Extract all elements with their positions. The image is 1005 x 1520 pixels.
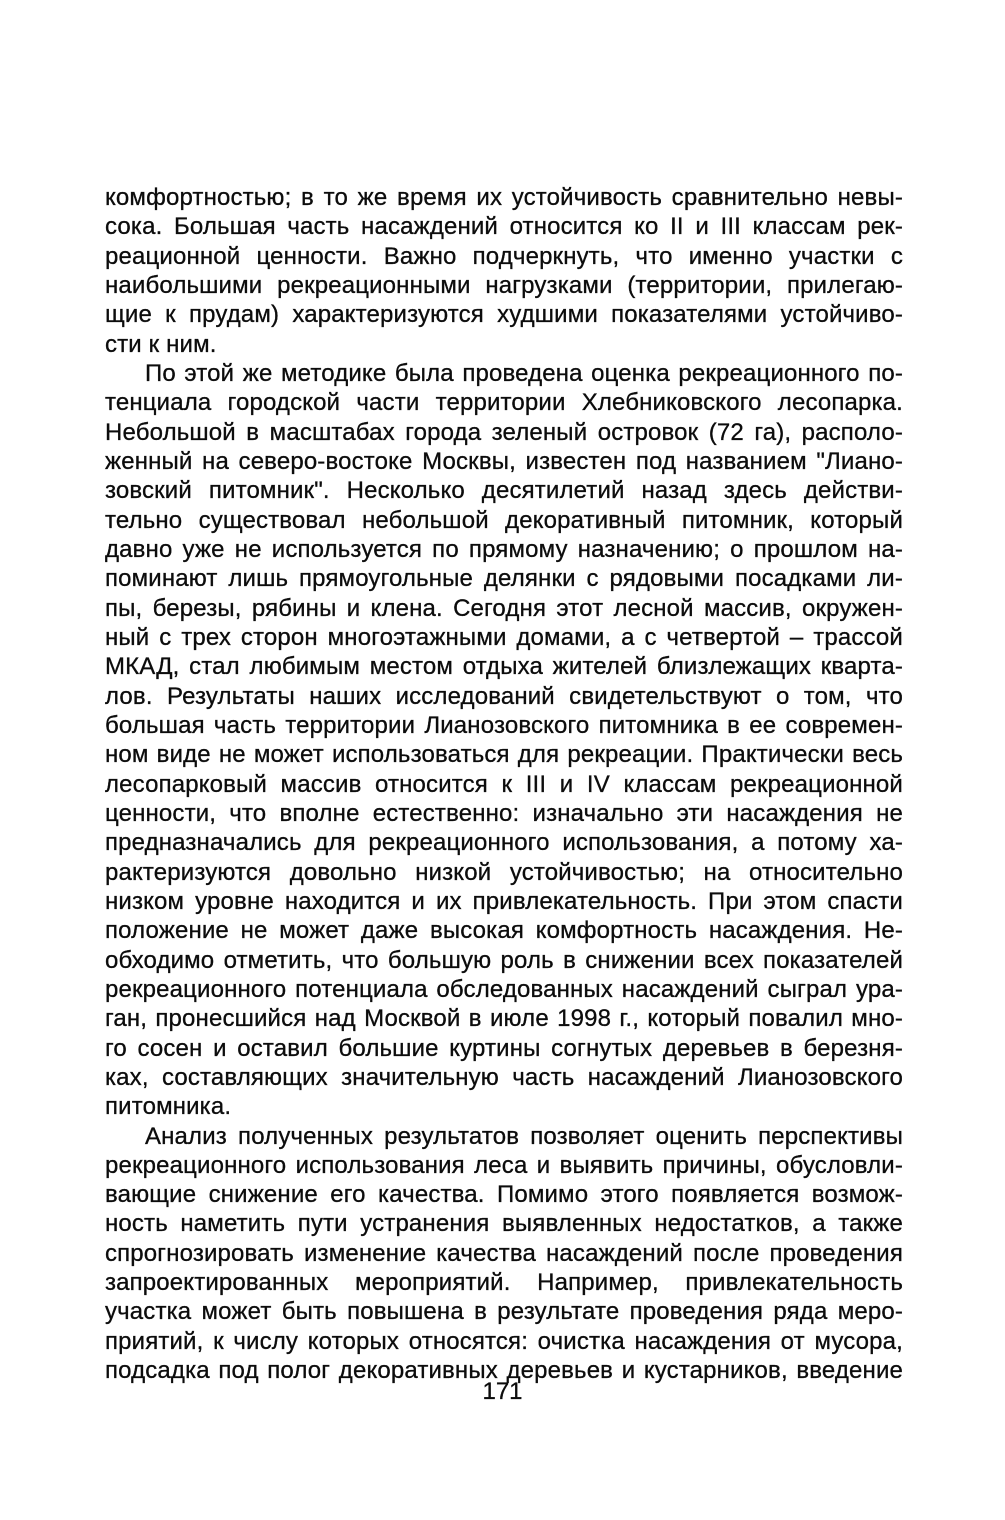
text-line: лов. Результаты наших исследований свидетельствуют о том, что — [105, 682, 903, 710]
text-line: Небольшой в масштабах города зеленый островок (72 га), располо- — [105, 418, 903, 446]
text-line: го сосен и оставил большие куртины согнутых деревьев в березня- — [105, 1034, 903, 1062]
text-line: ном виде не может использоваться для рекреации. Практически весь — [105, 741, 903, 769]
text-line: рактеризуются довольно низкой устойчивостью; на относительно — [105, 858, 903, 886]
text-line: рекреационного потенциала обследованных насаждений сыграл ура- — [105, 975, 903, 1003]
text-line: запроектированных мероприятий. Например, привлекательность — [105, 1269, 903, 1297]
text-line: Анализ полученных результатов позволяет оценить перспективы — [145, 1122, 903, 1150]
text-line: спрогнозировать изменение качества насаждений после проведения — [105, 1239, 903, 1267]
text-line: ный с трех сторон многоэтажными домами, а с четвертой – трассой — [105, 623, 903, 651]
paragraph — [105, 1122, 903, 1386]
text-line: участка может быть повышена в результате проведения ряда меро- — [105, 1298, 903, 1326]
text-line: сока. Большая часть насаждений относится ко II и III классам рек- — [105, 213, 903, 241]
text-line: положение не может даже высокая комфортность насаждения. Не- — [105, 917, 903, 945]
body-text — [105, 183, 903, 1385]
text-line: зовский питомник". Несколько десятилетий назад здесь действи- — [105, 477, 903, 505]
text-line: ган, пронесшийся над Москвой в июле 1998 г., который повалил мно- — [105, 1005, 903, 1033]
text-line: ках, составляющих значительную часть насаждений Лианозовского — [105, 1063, 903, 1091]
text-line: ценности, что вполне естественно: изначально эти насаждения не — [105, 799, 903, 827]
text-line: низком уровне находится и их привлекательность. При этом спасти — [105, 887, 903, 915]
text-line: обходимо отметить, что большую роль в снижении всех показателей — [105, 946, 903, 974]
text-line: женный на северо-востоке Москвы, известен под названием "Лиано- — [105, 447, 903, 475]
text-line: большая часть территории Лианозовского питомника в ее современ- — [105, 711, 903, 739]
text-line: поминают лишь прямоугольные делянки с рядовыми посадками ли- — [105, 565, 903, 593]
text-line: По этой же методике была проведена оценка рекреационного по- — [145, 359, 903, 387]
text-line: предназначались для рекреационного использования, а потому ха- — [105, 829, 903, 857]
text-line: приятий, к числу которых относятся: очистка насаждения от мусора, — [105, 1327, 903, 1355]
page-number: 171 — [482, 1378, 523, 1405]
text-line: ность наметить пути устранения выявленных недостатков, а также — [105, 1210, 903, 1238]
text-line: тенциала городской части территории Хлебниковского лесопарка. — [105, 389, 903, 417]
text-line: питомника. — [105, 1093, 232, 1121]
text-line: МКАД, стал любимым местом отдыха жителей близлежащих кварта- — [105, 653, 903, 681]
text-line: давно уже не используется по прямому назначению; о прошлом на- — [105, 535, 903, 563]
paragraph — [105, 183, 903, 359]
text-line: лесопарковый массив относится к III и IV классам рекреационной — [105, 770, 903, 798]
text-line: вающие снижение его качества. Помимо этого появляется возмож- — [105, 1181, 903, 1209]
paragraph — [105, 359, 903, 1122]
text-line: рекреационного использования леса и выявить причины, обусловли- — [105, 1151, 903, 1179]
text-line: пы, березы, рябины и клена. Сегодня этот лесной массив, окружен- — [105, 594, 903, 622]
text-line: тельно существовал небольшой декоративный питомник, который — [105, 506, 903, 534]
text-line: сти к ним. — [105, 330, 217, 358]
text-line: реационной ценности. Важно подчеркнуть, что именно участки с — [105, 242, 903, 270]
text-line: наибольшими рекреационными нагрузками (территории, прилегаю- — [105, 271, 903, 299]
text-line: подсадка под полог декоративных деревьев и кустарников, введение — [105, 1357, 903, 1385]
text-line: щие к прудам) характеризуются худшими показателями устойчиво- — [105, 301, 903, 329]
text-line: комфортностью; в то же время их устойчивость сравнительно невы- — [105, 184, 903, 211]
